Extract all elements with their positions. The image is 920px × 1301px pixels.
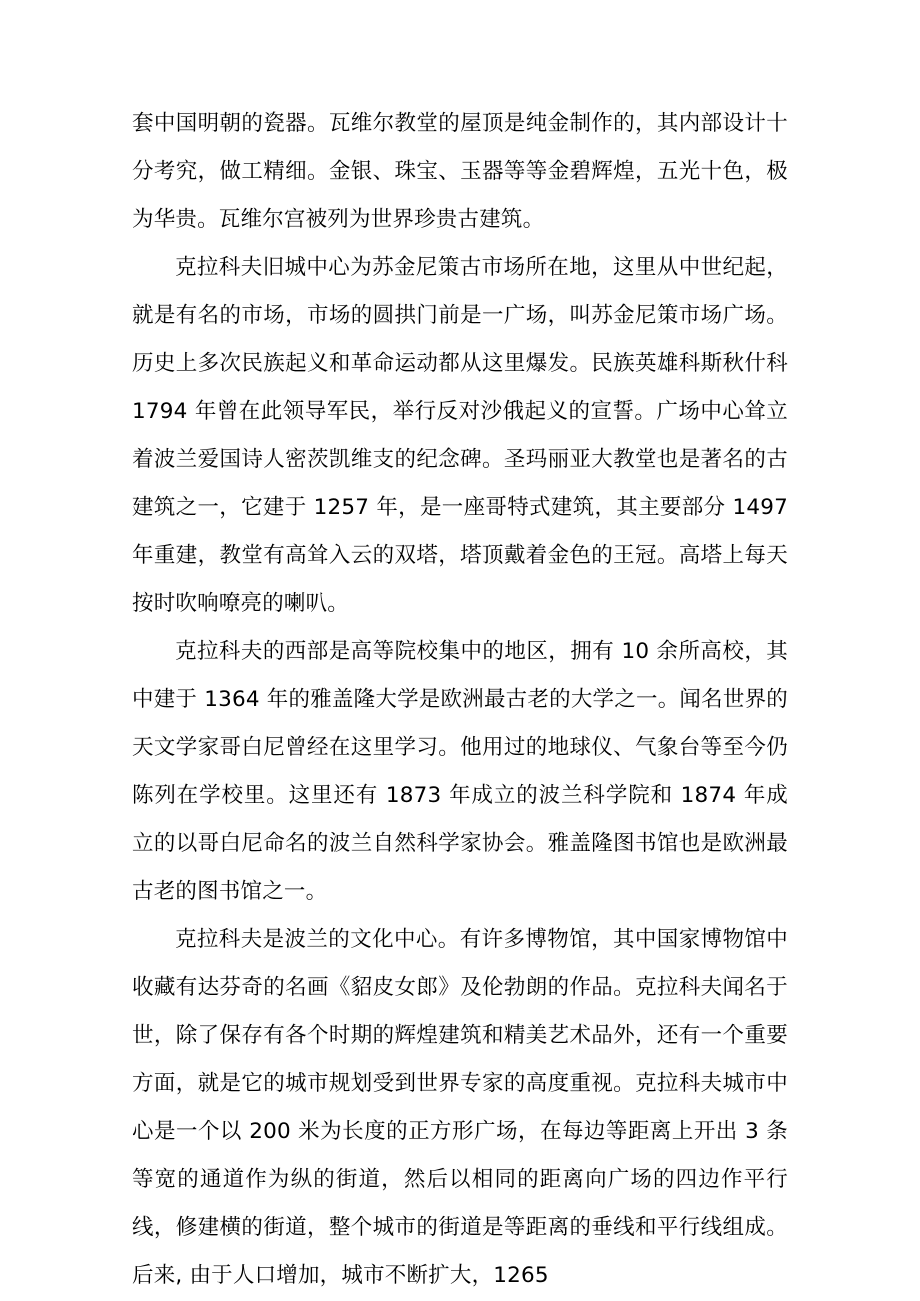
paragraph: 克拉科夫是波兰的文化中心。有许多博物馆，其中国家博物馆中收藏有达芬奇的名画《貂皮女郎》及伦勃朗的作品。克拉科夫闻名于世，除了保存有各个时期的辉煌建筑和精美艺术品外，还有一个重要方面，就是它的城市规划受到世界专家的高度重视。克拉科夫城市中心是一个以 200 米为长度的正方形广场，在每边等距离上开出 3 条等宽的通道作为纵的街道，然后以相同的距离向广场的四边作平行线，修建横的街道，整个城市的街道是等距离的垂线和平行线组成。后来, 由于人口增加，城市不断扩大，1265 (132, 927, 788, 1288)
paragraph: 克拉科夫的西部是高等院校集中的地区，拥有 10 余所高校，其中建于 1364 年的雅盖隆大学是欧洲最古老的大学之一。闻名世界的天文学家哥白尼曾经在这里学习。他用过的地球仪、气象台等至今仍陈列在学校里。这里还有 1873 年成立的波兰科学院和 1874 年成立的以哥白尼命名的波兰自然科学家协会。雅盖隆图书馆也是欧洲最古老的图书馆之一。 (132, 639, 788, 904)
paragraph: 套中国明朝的瓷器。瓦维尔教堂的屋顶是纯金制作的，其内部设计十分考究，做工精细。金银、珠宝、玉器等等金碧辉煌，五光十色，极为华贵。瓦维尔宫被列为世界珍贵古建筑。 (132, 111, 788, 232)
document-body (132, 100, 788, 1300)
paragraph: 克拉科夫旧城中心为苏金尼策古市场所在地，这里从中世纪起，就是有名的市场，市场的圆拱门前是一广场，叫苏金尼策市场广场。历史上多次民族起义和革命运动都从这里爆发。民族英雄科斯秋什科 1794 年曾在此领导军民，举行反对沙俄起义的宣誓。广场中心耸立着波兰爱国诗人密茨凯维支的纪念碑。圣玛丽亚大教堂也是著名的古建筑之一，它建于 1257 年，是一座哥特式建筑，其主要部分 1497 年重建，教堂有高耸入云的双塔，塔顶戴着金色的王冠。高塔上每天按时吹响嘹亮的喇叭。 (132, 255, 788, 616)
